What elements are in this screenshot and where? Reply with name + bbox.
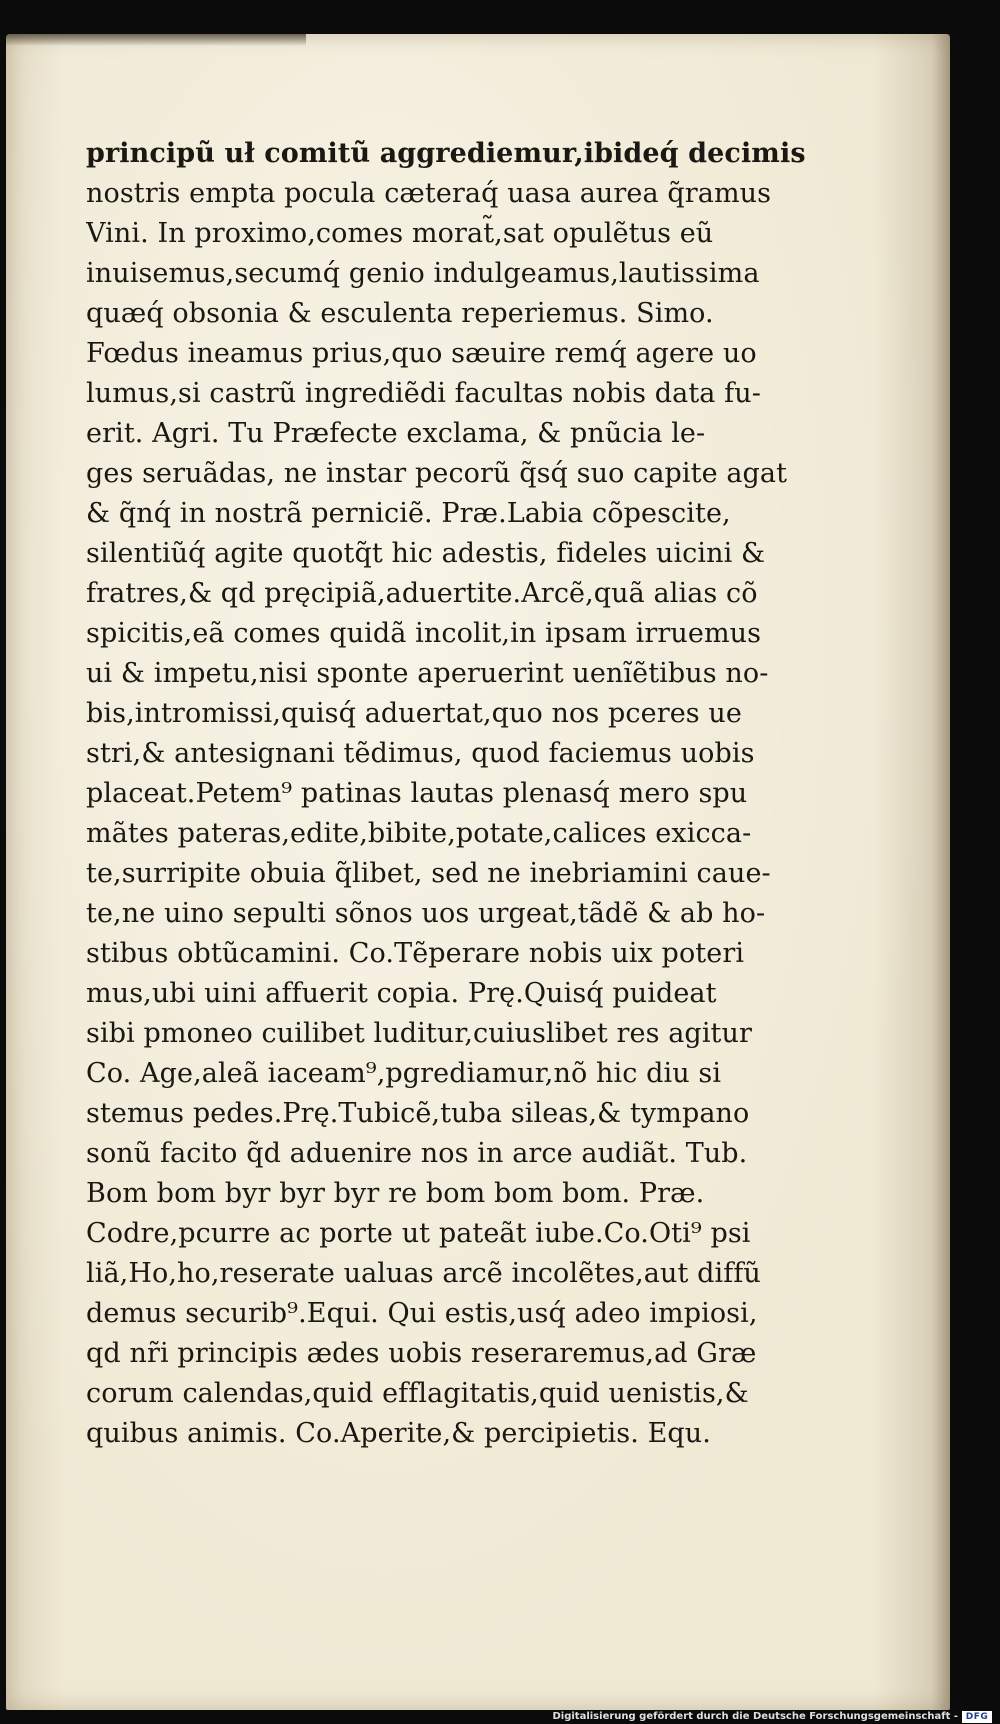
text-line: te,ne uino sepulti sõnos uos urgeat,tãdẽ & ab ho- [86,898,766,929]
text-line: mãtes pateras,edite,bibite,potate,calices exicca- [86,818,752,849]
text-line: & q̃nq́ in nostrã perniciẽ. Præ.Labia cõpescite, [86,498,731,529]
text-line: Co. Age,aleã iaceam⁹,pgrediamur,nõ hic diu si [86,1058,722,1089]
text-line: ges seruãdas, ne instar pecorũ q̃sq́ suo capite agat [86,458,788,489]
text-line: sibi pmoneo cuilibet luditur,cuiuslibet res agitur [86,1018,752,1049]
text-line: mus,ubi uini affuerit copia. Prę.Quisq́ puideat [86,978,717,1009]
text-line: Vini. In proximo,comes morat̃,sat opulẽtus eũ [86,218,714,249]
text-line: stri,& antesignani tẽdimus, quod faciemus uobis [86,738,755,769]
text-line: qd nr̃i principis ædes uobis reseraremus,ad Græ [86,1338,757,1369]
text-line: principũ uł comitũ aggrediemur,ibideq́ decimis [86,138,806,169]
page-right-shadow [932,34,950,1710]
text-line: stemus pedes.Prę.Tubicẽ,tuba sileas,& tympano [86,1098,750,1129]
text-line: quibus animis. Co.Aperite,& percipietis. Equ. [86,1418,711,1449]
text-line: corum calendas,quid efflagitatis,quid uenistis,& [86,1378,749,1409]
text-line: bis,intromissi,quisq́ aduertat,quo nos pceres ue [86,698,742,729]
text-line: sonũ facito q̃d aduenire nos in arce audiãt. Tub. [86,1138,748,1169]
text-line: Codre,pcurre ac porte ut pateãt iube.Co.Oti⁹ psi [86,1218,751,1249]
text-line: te,surripite obuia q̃libet, sed ne inebriamini caue- [86,858,771,889]
text-line: inuisemus,secumq́ genio indulgeamus,lautissima [86,258,760,289]
book-page [6,34,950,1710]
dfg-logo-icon: DFG [962,1711,992,1723]
text-line: liã,Ho,ho,reserate ualuas arcẽ incolẽtes,aut diffũ [86,1258,761,1289]
text-line: spicitis,eã comes quidã incolit,in ipsam irruemus [86,618,762,649]
text-line: nostris empta pocula cæteraq́ uasa aurea q̃ramus [86,178,772,209]
text-line: erit. Agri. Tu Præfecte exclama, & pnũcia le- [86,418,706,449]
text-line: lumus,si castrũ ingrediẽdi facultas nobis data fu- [86,378,761,409]
text-line: stibus obtũcamini. Co.Tẽperare nobis uix poteri [86,938,745,969]
text-line: silentiũq́ agite quotq̃t hic adestis, fideles uicini & [86,538,766,569]
text-line: placeat.Petem⁹ patinas lautas plenasq́ mero spu [86,778,748,809]
funding-credit: Digitalisierung gefördert durch die Deutsche Forschungsgemeinschaft - [552,1711,958,1722]
text-line: Bom bom byr byr byr re bom bom bom. Præ. [86,1178,705,1209]
text-line: fratres,& qd pręcipiã,aduertite.Arcẽ,quã alias cõ [86,578,758,609]
page-text-block [86,134,886,1454]
text-line: ui & impetu,nisi sponte aperuerint uenĩẽtibus no- [86,658,769,689]
text-line: demus securib⁹.Equi. Qui estis,usq́ adeo impiosi, [86,1298,758,1329]
text-line: Fœdus ineamus prius,quo sæuire remq́ agere uo [86,338,757,369]
page-top-shadow [6,34,306,46]
text-line: quæq́ obsonia & esculenta reperiemus. Simo. [86,298,714,329]
